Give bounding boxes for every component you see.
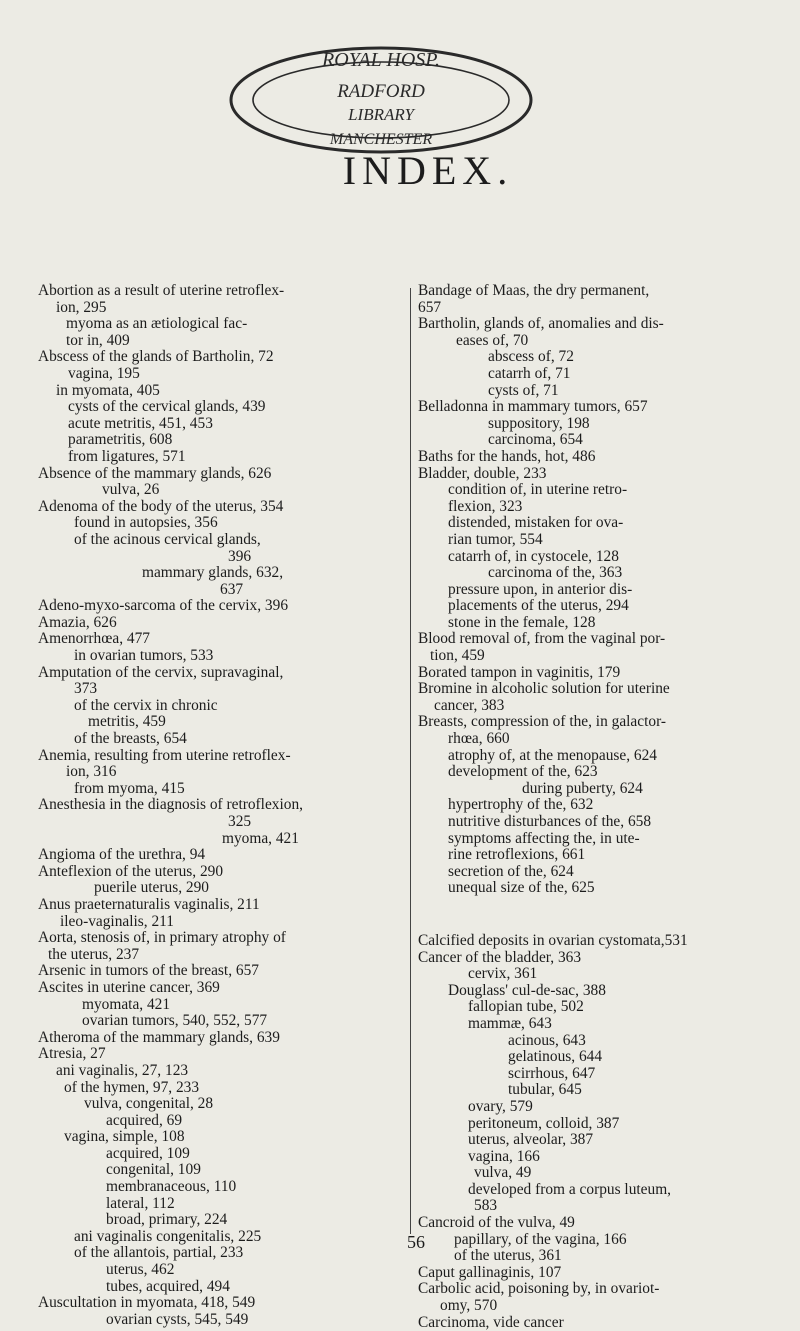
- index-entry: in myomata, 405: [56, 381, 160, 399]
- library-stamp: [216, 40, 546, 162]
- index-entry: Baths for the hands, hot, 486: [418, 447, 596, 465]
- library-stamp-seal: [216, 40, 546, 162]
- index-entry: in ovarian tumors, 533: [74, 647, 214, 665]
- index-entry: tubular, 645: [508, 1081, 582, 1099]
- index-entry: Auscultation in myomata, 418, 549: [38, 1294, 256, 1312]
- index-entry: Atresia, 27: [38, 1045, 106, 1063]
- index-entry: 637: [220, 580, 244, 598]
- index-entry: rine retroflexions, 661: [448, 846, 586, 864]
- index-entry: carcinoma, 654: [488, 431, 583, 449]
- index-entry: cysts of the cervical glands, 439: [68, 398, 266, 416]
- index-entry: 583: [474, 1197, 498, 1215]
- index-entry: Borated tampon in vaginitis, 179: [418, 663, 621, 681]
- index-entry: Bartholin, glands of, anomalies and dis-: [418, 315, 664, 333]
- index-entry: ovarian cysts, 545, 549: [106, 1310, 249, 1328]
- index-entry: Ascites in uterine cancer, 369: [38, 978, 220, 996]
- index-entry: pressure upon, in anterior dis-: [448, 580, 633, 598]
- index-entry: unequal size of the, 625: [448, 879, 595, 897]
- index-entry: ion, 295: [56, 298, 107, 316]
- index-entry: mammæ, 643: [468, 1014, 552, 1032]
- index-entry: of the breasts, 654: [74, 730, 187, 748]
- index-entry: tor in, 409: [66, 331, 130, 349]
- index-entry: congenital, 109: [106, 1161, 201, 1179]
- index-entry: Bromine in alcoholic solution for uterine: [418, 680, 670, 698]
- index-entry: tubes, acquired, 494: [106, 1277, 230, 1295]
- index-entry: Amazia, 626: [38, 613, 117, 631]
- index-entry: development of the, 623: [448, 763, 598, 781]
- index-entry: during puberty, 624: [522, 779, 643, 797]
- index-entry: ion, 316: [66, 763, 117, 781]
- index-entry: 325: [228, 813, 252, 830]
- index-entry: 657: [418, 298, 442, 316]
- index-entry: condition of, in uterine retro-: [448, 481, 628, 499]
- index-entry: hypertrophy of the, 632: [448, 796, 594, 814]
- index-entry: from ligatures, 571: [68, 447, 186, 465]
- index-column-left: [38, 283, 402, 1328]
- index-entry: stone in the female, 128: [448, 613, 596, 631]
- index-entry: ovary, 579: [468, 1097, 533, 1115]
- index-entry: of the acinous cervical glands,: [74, 530, 261, 548]
- index-entry: Bandage of Maas, the dry permanent,: [418, 282, 650, 299]
- index-entry: Blood removal of, from the vaginal por-: [418, 630, 666, 648]
- index-entry: cancer, 383: [434, 696, 505, 714]
- index-entry: Atheroma of the mammary glands, 639: [38, 1028, 280, 1046]
- index-entry: ani vaginalis, 27, 123: [56, 1061, 189, 1079]
- index-entry: Amenorrhœa, 477: [38, 630, 150, 648]
- index-entry: of the cervix in chronic: [74, 696, 218, 714]
- index-entry: myoma, 421: [222, 829, 299, 847]
- index-entry: acquired, 69: [106, 1111, 183, 1129]
- index-entry: Bladder, double, 233: [418, 464, 547, 482]
- index-entry: vulva, 26: [102, 481, 160, 499]
- index-entry: ani vaginalis congenitalis, 225: [74, 1227, 262, 1245]
- index-entry: Douglass' cul-de-sac, 388: [448, 981, 606, 999]
- index-entry: uterus, alveolar, 387: [468, 1131, 594, 1149]
- index-entry: Absence of the mammary glands, 626: [38, 464, 272, 482]
- stamp-middle-text: RADFORD: [337, 81, 425, 102]
- index-gap: [418, 897, 768, 915]
- index-entry: acute metritis, 451, 453: [68, 414, 213, 432]
- index-entry: Cancer of the bladder, 363: [418, 948, 582, 966]
- index-entry: Anesthesia in the diagnosis of retroflexion,: [38, 796, 303, 814]
- page-title: INDEX.: [342, 148, 514, 193]
- index-entry: carcinoma of the, 363: [488, 564, 623, 582]
- index-entry: secretion of the, 624: [448, 862, 574, 880]
- index-entry: of the hymen, 97, 233: [64, 1078, 200, 1096]
- index-entry: atrophy of, at the menopause, 624: [448, 746, 657, 764]
- index-entry: from myoma, 415: [74, 779, 185, 797]
- stamp-top-text: ROYAL HOSP.: [322, 49, 440, 71]
- index-entry: membranaceous, 110: [106, 1178, 237, 1196]
- index-entry: Adenoma of the body of the uterus, 354: [38, 497, 284, 515]
- index-entry: Cancroid of the vulva, 49: [418, 1214, 575, 1232]
- index-entry: Caput gallinaginis, 107: [418, 1263, 562, 1281]
- index-entry: Breasts, compression of the, in galactor-: [418, 713, 667, 731]
- index-entry: vulva, 49: [474, 1164, 532, 1182]
- page-number: 56: [407, 1232, 425, 1252]
- index-column-right: [418, 283, 768, 1331]
- column-divider: [410, 288, 411, 1234]
- index-entry: lateral, 112: [106, 1194, 175, 1212]
- index-entry: the uterus, 237: [48, 945, 140, 963]
- index-entry: developed from a corpus luteum,: [468, 1180, 672, 1198]
- index-entry: metritis, 459: [88, 713, 166, 731]
- index-entry: Abortion as a result of uterine retroflex-: [38, 282, 285, 299]
- index-entry: parametritis, 608: [68, 431, 173, 449]
- index-entry: vagina, simple, 108: [64, 1128, 185, 1146]
- index-entry: gelatinous, 644: [508, 1048, 603, 1066]
- index-entry: Abscess of the glands of Bartholin, 72: [38, 348, 274, 366]
- index-entry: cervix, 361: [468, 965, 538, 983]
- index-entry: Angioma of the urethra, 94: [38, 846, 206, 864]
- index-entry: vagina, 195: [68, 364, 140, 382]
- index-entry: Anus praeternaturalis vaginalis, 211: [38, 895, 260, 913]
- index-entry: suppository, 198: [488, 414, 590, 432]
- index-entry: fallopian tube, 502: [468, 998, 584, 1016]
- index-entry: ileo-vaginalis, 211: [60, 912, 174, 930]
- index-entry: of the uterus, 361: [454, 1247, 562, 1265]
- index-entry: peritoneum, colloid, 387: [468, 1114, 620, 1132]
- index-entry: myoma as an ætiological fac-: [66, 315, 248, 333]
- index-entry: puerile uterus, 290: [94, 879, 209, 897]
- index-entry: eases of, 70: [456, 331, 529, 349]
- stamp-bottom-text: MANCHESTER: [329, 131, 433, 148]
- index-entry: acquired, 109: [106, 1144, 190, 1162]
- index-entry: rhœa, 660: [448, 730, 510, 748]
- index-entry: vulva, congenital, 28: [84, 1095, 214, 1113]
- index-entry: nutritive disturbances of the, 658: [448, 813, 652, 830]
- index-entry: of the allantois, partial, 233: [74, 1244, 244, 1262]
- index-entry: myomata, 421: [82, 995, 171, 1013]
- index-entry: placements of the uterus, 294: [448, 597, 629, 615]
- index-entry: Carcinoma, vide cancer: [418, 1313, 564, 1331]
- index-entry: Amputation of the cervix, supravaginal,: [38, 663, 284, 681]
- index-entry: Anemia, resulting from uterine retroflex-: [38, 746, 291, 764]
- index-entry: Arsenic in tumors of the breast, 657: [38, 962, 259, 980]
- index-entry: broad, primary, 224: [106, 1211, 228, 1229]
- index-entry: vagina, 166: [468, 1147, 540, 1165]
- index-entry: cysts of, 71: [488, 381, 559, 399]
- index-entry: 373: [74, 680, 98, 698]
- index-entry: 396: [228, 547, 252, 565]
- index-entry: Adeno-myxo-sarcoma of the cervix, 396: [38, 597, 289, 615]
- index-entry: omy, 570: [440, 1297, 498, 1315]
- index-entry: Calcified deposits in ovarian cystomata,531: [418, 931, 688, 949]
- index-entry: tion, 459: [430, 647, 485, 665]
- stamp-middle-text-2: LIBRARY: [348, 105, 414, 124]
- index-entry: abscess of, 72: [488, 348, 574, 366]
- index-entry: ovarian tumors, 540, 552, 577: [82, 1012, 268, 1030]
- index-entry: found in autopsies, 356: [74, 514, 218, 532]
- index-gap: [418, 915, 768, 933]
- index-entry: symptoms affecting the, in ute-: [448, 829, 640, 847]
- index-entry: catarrh of, 71: [488, 364, 571, 382]
- index-entry: Aorta, stenosis of, in primary atrophy of: [38, 929, 286, 947]
- index-entry: mammary glands, 632,: [142, 564, 284, 582]
- index-entry: papillary, of the vagina, 166: [454, 1230, 627, 1248]
- index-entry: rian tumor, 554: [448, 530, 543, 548]
- index-entry: flexion, 323: [448, 497, 523, 515]
- index-entry: uterus, 462: [106, 1261, 175, 1279]
- index-entry: scirrhous, 647: [508, 1064, 596, 1082]
- index-entry: Belladonna in mammary tumors, 657: [418, 398, 648, 416]
- index-entry: catarrh of, in cystocele, 128: [448, 547, 619, 565]
- index-entry: Carbolic acid, poisoning by, in ovariot-: [418, 1280, 660, 1298]
- index-entry: acinous, 643: [508, 1031, 586, 1049]
- index-entry: Anteflexion of the uterus, 290: [38, 862, 224, 880]
- index-entry: distended, mistaken for ova-: [448, 514, 624, 532]
